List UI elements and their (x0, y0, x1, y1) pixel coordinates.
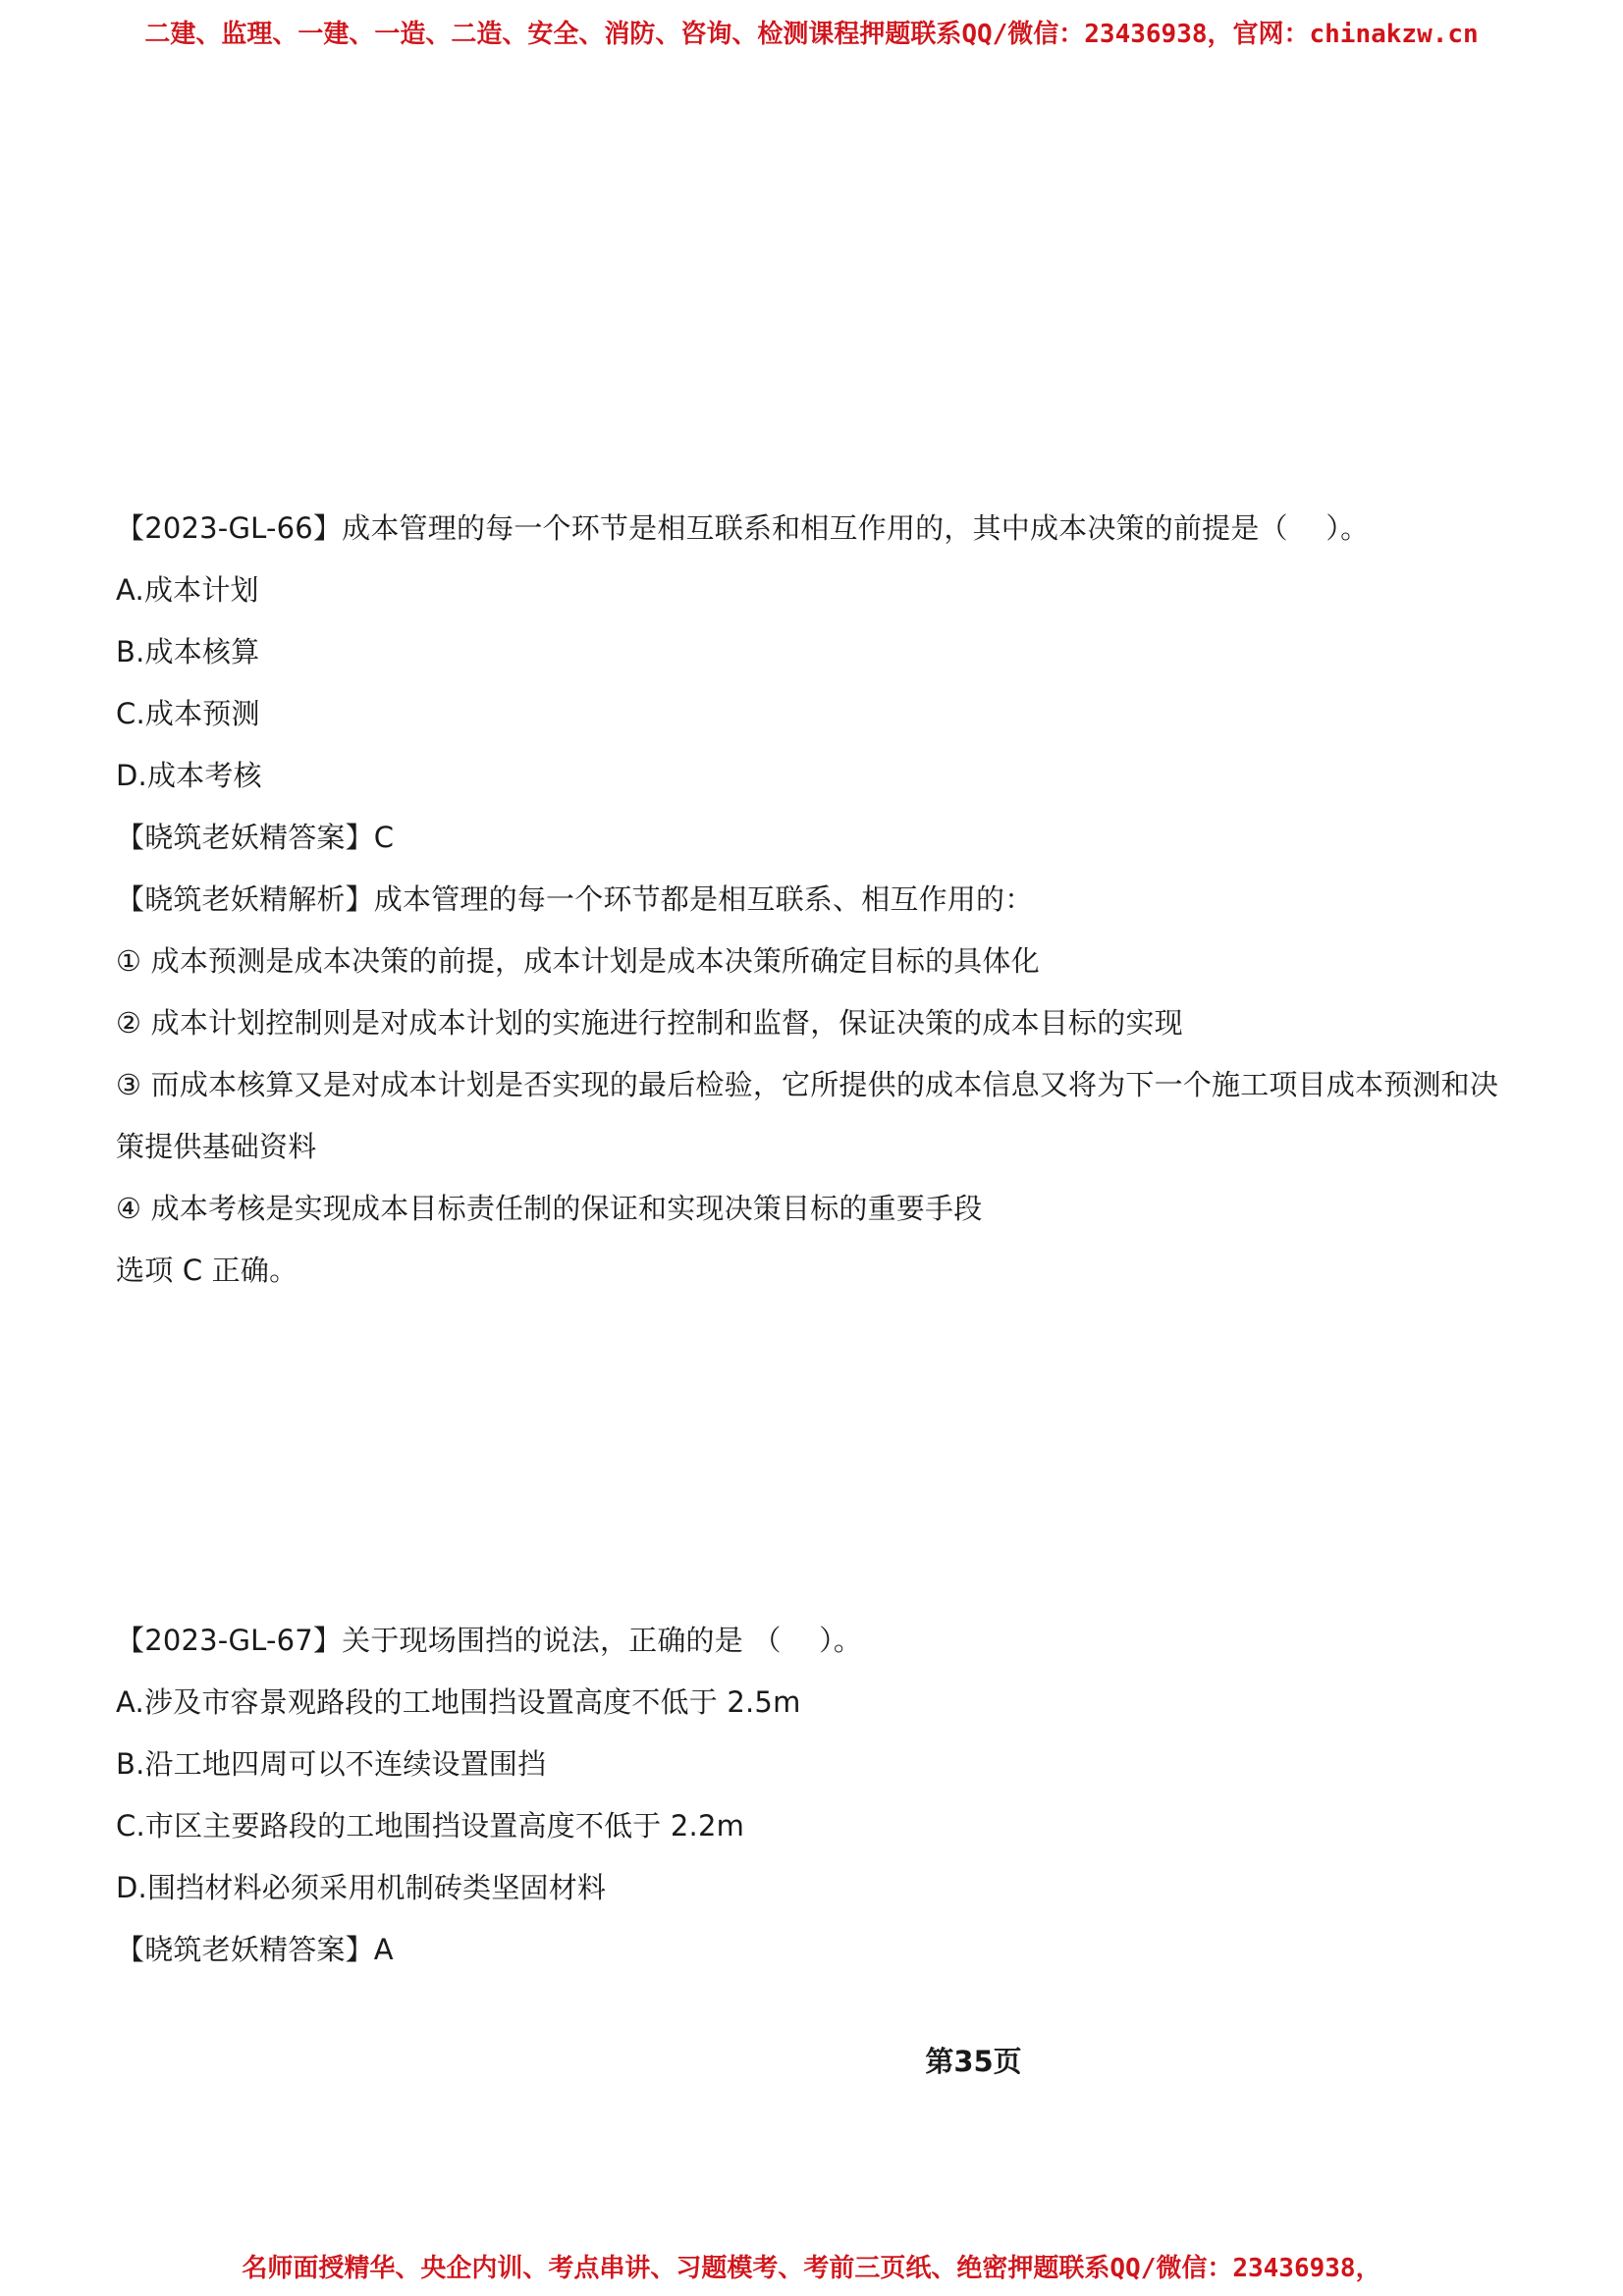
analysis-point-2: ② 成本计划控制则是对成本计划的实施进行控制和监督，保证决策的成本目标的实现 (116, 1006, 1183, 1040)
analysis-point-3-continued: 策提供基础资料 (116, 1130, 317, 1163)
option-a: A.涉及市容景观路段的工地围挡设置高度不低于 2.5m (116, 1685, 801, 1719)
option-c: C.成本预测 (116, 697, 260, 730)
answer: 【晓筑老妖精答案】C (116, 821, 395, 854)
header-banner: 二建、监理、一建、一造、二造、安全、消防、咨询、检测课程押题联系QQ/微信：23436938，官网：chinakzw.cn (144, 20, 1479, 49)
question-67 (116, 1610, 1530, 1981)
option-d: D.围挡材料必须采用机制砖类坚固材料 (116, 1871, 607, 1904)
analysis-point-3: ③ 而成本核算又是对成本计划是否实现的最后检验，它所提供的成本信息又将为下一个施工项目成本预测和决 (116, 1068, 1499, 1101)
answer: 【晓筑老妖精答案】A (116, 1933, 394, 1966)
option-c: C.市区主要路段的工地围挡设置高度不低于 2.2m (116, 1809, 745, 1842)
analysis-title: 【晓筑老妖精解析】成本管理的每一个环节都是相互联系、相互作用的： (116, 882, 1034, 916)
page-number: 第35页 (925, 2045, 1022, 2078)
option-d: D.成本考核 (116, 759, 262, 792)
conclusion: 选项 C 正确。 (116, 1254, 298, 1287)
option-b: B.成本核算 (116, 635, 260, 668)
question-stem: 【2023-GL-66】成本管理的每一个环节是相互联系和相互作用的，其中成本决策的前提是（ ）。 (116, 511, 1370, 545)
analysis-point-1: ① 成本预测是成本决策的前提，成本计划是成本决策所确定目标的具体化 (116, 944, 1040, 978)
footer-banner: 名师面授精华、央企内训、考点串讲、习题模考、考前三页纸、绝密押题联系QQ/微信：23436938， (242, 2254, 1381, 2283)
question-stem: 【2023-GL-67】关于现场围挡的说法，正确的是 （ ）。 (116, 1624, 863, 1657)
analysis-point-4: ④ 成本考核是实现成本目标责任制的保证和实现决策目标的重要手段 (116, 1192, 983, 1225)
question-66 (116, 498, 1530, 1302)
option-b: B.沿工地四周可以不连续设置围挡 (116, 1747, 547, 1781)
option-a: A.成本计划 (116, 573, 259, 607)
